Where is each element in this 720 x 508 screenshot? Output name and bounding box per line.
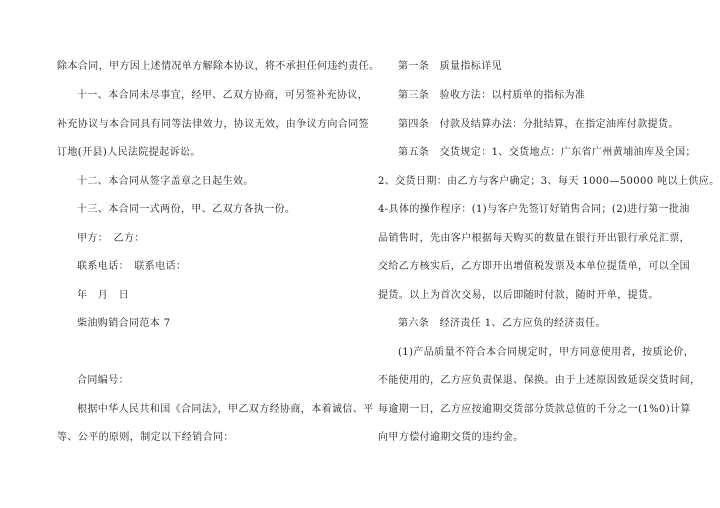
signature-party-line: 甲方： 乙方： xyxy=(77,233,145,244)
paragraph-line: 每逾期一日，乙方应按逾期交货部分货款总值的千分之一(1%0)计算 xyxy=(378,404,691,415)
article-line: 第一条 质量指标详见 xyxy=(398,61,502,72)
contact-phone-line: 联系电话： 联系电话： xyxy=(77,261,187,272)
article-line: 第六条 经济责任 1、乙方应负的经济责任。 xyxy=(398,318,606,329)
paragraph-line: 十二、本合同从签字盖章之日起生效。 xyxy=(77,176,254,187)
paragraph-line: 2、交货日期：由乙方与客户确定；3、每天 1000—50000 吨以上供应。 xyxy=(378,176,720,187)
paragraph-line: 品销售时，先由客户根据每天购买的数量在银行开出银行承兑汇票， xyxy=(378,233,690,244)
paragraph-line: 交给乙方核实后，乙方即开出增值税发票及本单位提货单，可以全国 xyxy=(378,261,690,272)
article-line: 第三条 验收方法：以村质单的指标为准 xyxy=(398,90,586,101)
contract-number-label: 合同编号： xyxy=(77,375,129,386)
paragraph-line: 等、公平的原则，制定以下经销合同： xyxy=(57,432,234,443)
paragraph-line: 4-具体的操作程序：(1)与客户先签订好销售合同；(2)进行第一批油 xyxy=(378,204,690,215)
paragraph-line: 根据中华人民共和国《合同法》，甲乙双方经协商，本着诚信、平 xyxy=(77,404,374,415)
paragraph-line: 除本合同，甲方因上述情况单方解除本协议，将不承担任何违约责任。 xyxy=(57,61,380,72)
paragraph-line: 向甲方偿付逾期交货的违约金。 xyxy=(378,432,524,443)
paragraph-line: (1)产品质量不符合本合同规定时，甲方同意使用者，按质论价， xyxy=(398,347,695,358)
paragraph-line: 十一、本合同未尽事宜，经甲、乙双方协商，可另签补充协议， xyxy=(77,90,369,101)
paragraph-line: 提货。以上为首次交易，以后即随时付款，随时开单，提货。 xyxy=(378,290,659,301)
paragraph-line: 订地(开县)人民法院提起诉讼。 xyxy=(57,147,201,158)
paragraph-line: 十三、本合同一式两份，甲、乙双方各执一份。 xyxy=(77,204,296,215)
paragraph-line: 不能使用的，乙方应负责保退、保换。由于上述原因致延误交货时间， xyxy=(378,375,701,386)
article-line: 第四条 付款及结算办法：分批结算，在指定油库付款提货。 xyxy=(398,119,679,130)
article-line: 第五条 交货规定：1、交货地点：广东省广州黄埔油库及全国； xyxy=(398,147,696,158)
paragraph-line: 补充协议与本合同具有同等法律效力，协议无效，由争议方向合同签 xyxy=(57,119,369,130)
date-line: 年 月 日 xyxy=(77,290,129,301)
section-title: 柴油购销合同范本 7 xyxy=(77,318,171,329)
